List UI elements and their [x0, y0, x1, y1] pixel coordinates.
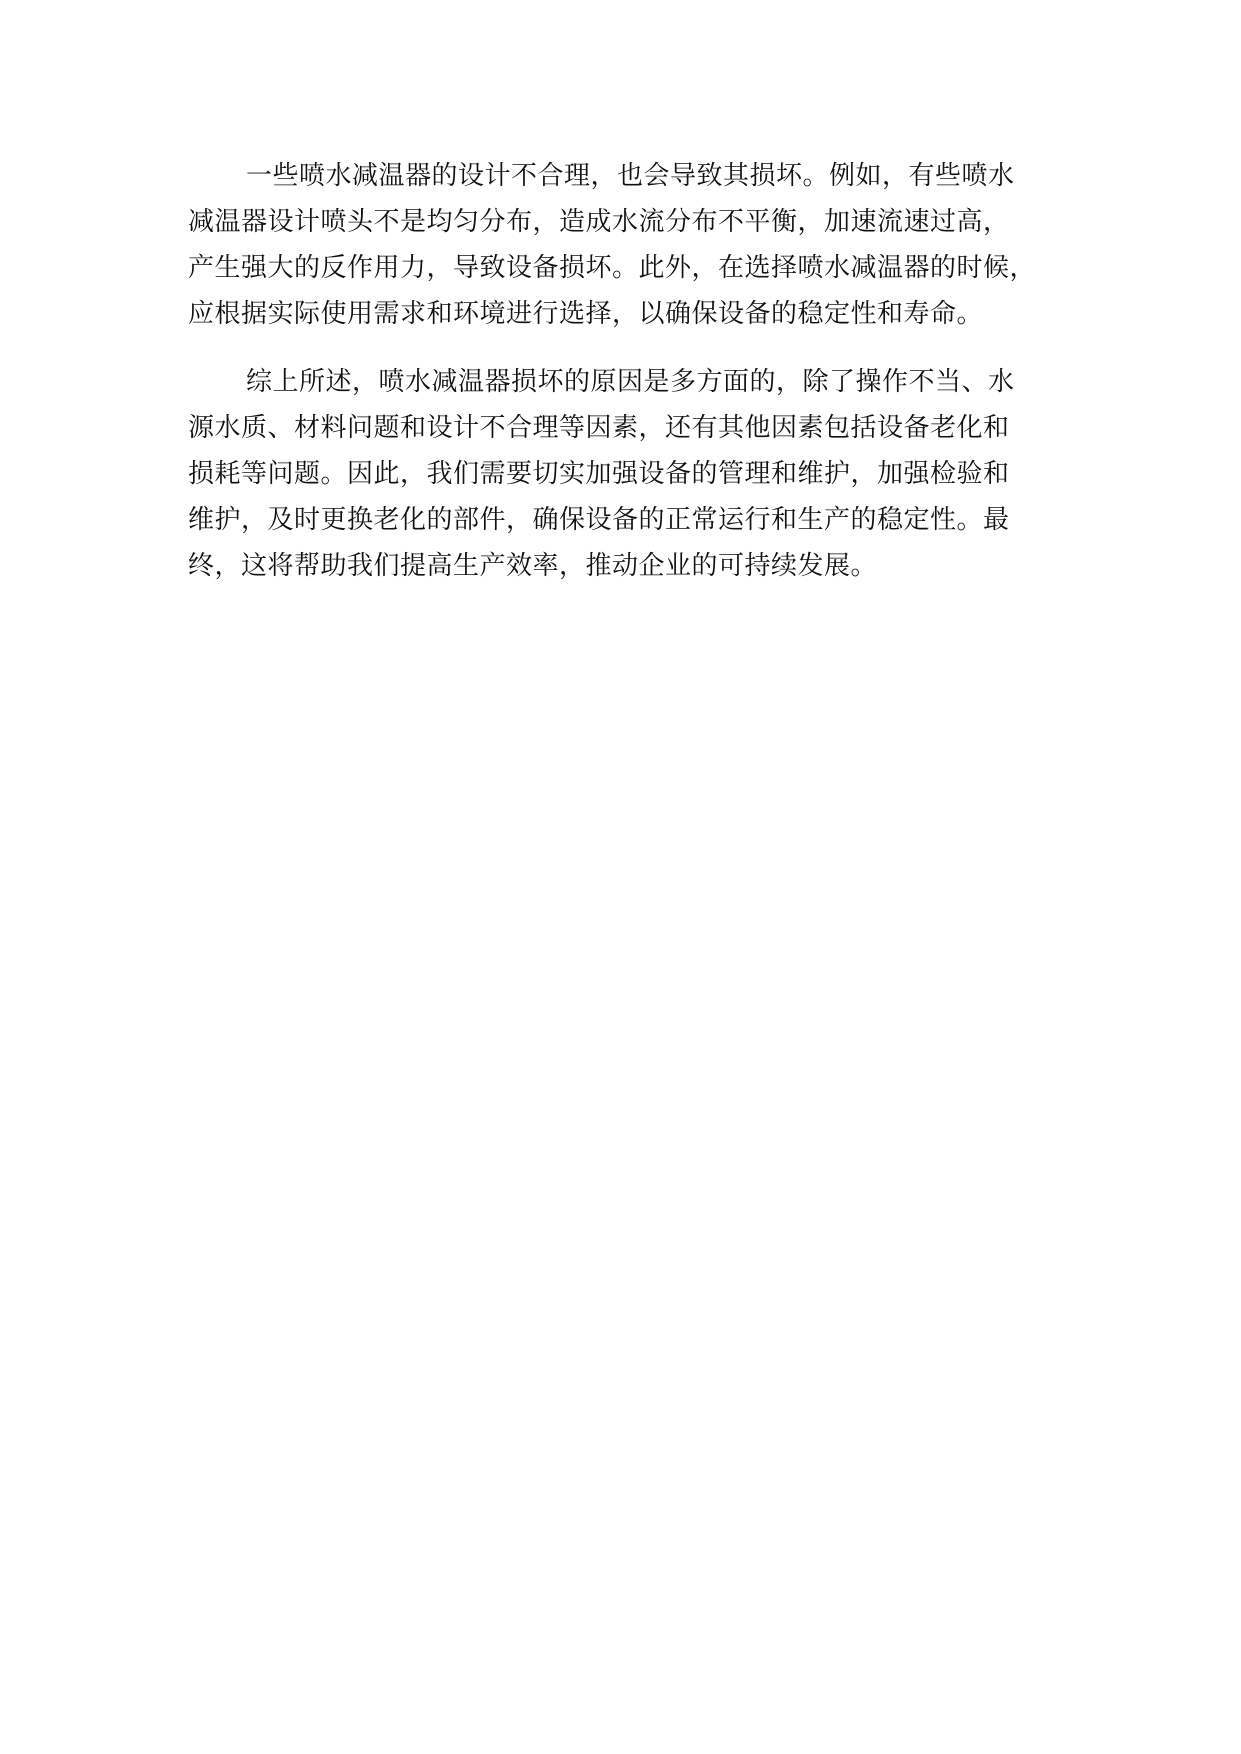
paragraph-line: 应根据实际使用需求和环境进行选择，以确保设备的稳定性和寿命。 [188, 299, 984, 329]
paragraph-line: 产生强大的反作用力，导致设备损坏。此外，在选择喷水减温器的时候， [188, 253, 1037, 283]
paragraph-line: 源水质、材料问题和设计不合理等因素，还有其他因素包括设备老化和 [188, 413, 1010, 443]
paragraph-line: 维护，及时更换老化的部件，确保设备的正常运行和生产的稳定性。最 [188, 505, 1010, 535]
paragraph-conclusion [188, 359, 1088, 589]
paragraph-line: 减温器设计喷头不是均匀分布，造成水流分布不平衡，加速流速过高， [188, 207, 1010, 237]
paragraph-design-issues [188, 153, 1088, 337]
paragraph-line: 综上所述，喷水减温器损坏的原因是多方面的，除了操作不当、水 [246, 367, 1015, 397]
paragraph-line: 终，这将帮助我们提高生产效率，推动企业的可持续发展。 [188, 551, 878, 581]
paragraph-line: 损耗等问题。因此，我们需要切实加强设备的管理和维护，加强检验和 [188, 459, 1010, 489]
paragraph-line: 一些喷水减温器的设计不合理，也会导致其损坏。例如，有些喷水 [246, 161, 1015, 191]
